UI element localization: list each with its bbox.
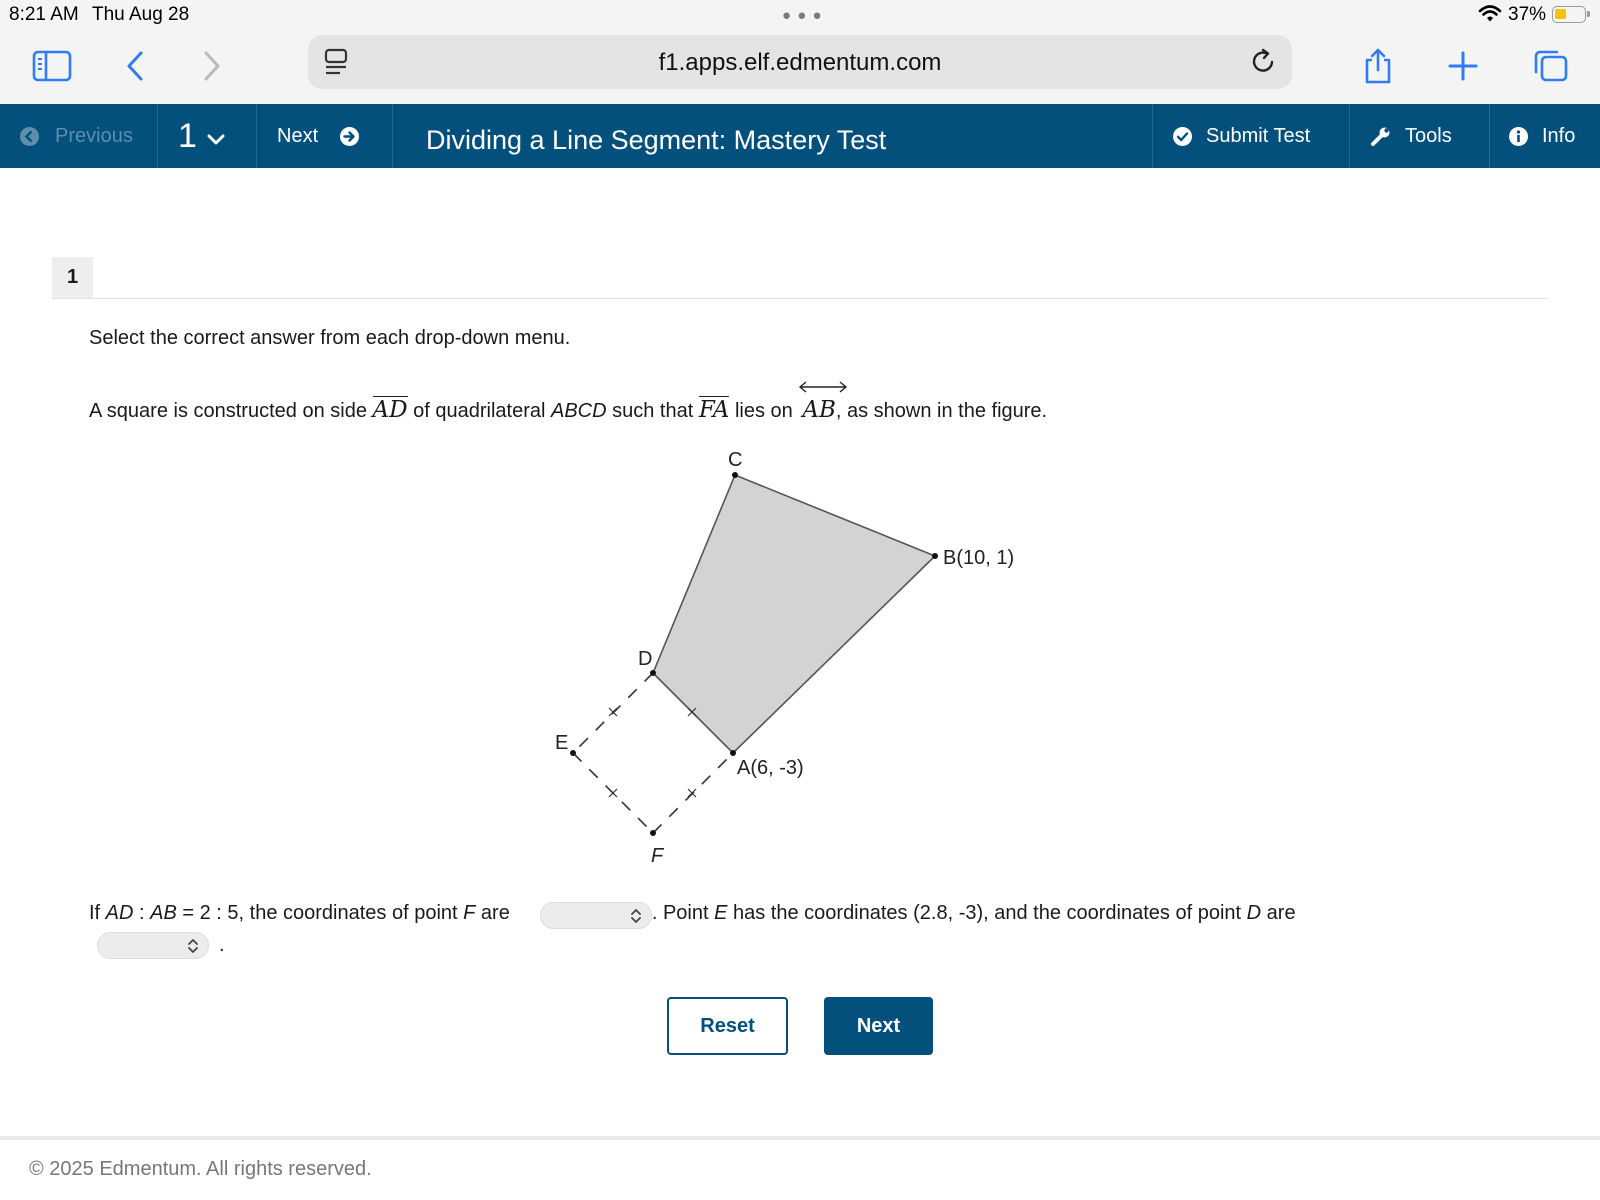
question-prompt <box>89 396 1047 423</box>
sentence-text: If <box>89 902 106 924</box>
line-ab-label <box>802 397 836 423</box>
point-f-coordinates-dropdown[interactable] <box>540 902 652 929</box>
var-e: E <box>714 902 728 924</box>
dashed-segment-de <box>573 673 653 753</box>
test-toolbar <box>0 104 1600 168</box>
question-selector-number: 1 <box>178 116 197 155</box>
tabs-overview-icon[interactable] <box>1529 44 1573 88</box>
reset-button[interactable]: Reset <box>667 997 788 1055</box>
figure-svg <box>520 440 1040 870</box>
sentence-text: : <box>133 902 151 924</box>
label-e: E <box>555 732 569 754</box>
sentence-end-period: . <box>219 934 225 956</box>
var-ad: AD <box>105 902 134 924</box>
info-icon <box>1509 127 1528 146</box>
previous-label: Previous <box>55 124 133 147</box>
status-date: Thu Aug 28 <box>92 4 190 25</box>
info-label: Info <box>1542 124 1576 147</box>
copyright-footer: © 2025 Edmentum. All rights reserved. <box>29 1158 372 1180</box>
label-b: B(10, 1) <box>943 547 1015 569</box>
point-c <box>732 472 738 478</box>
tick-mark <box>609 708 617 716</box>
tick-mark <box>688 789 696 797</box>
wifi-icon <box>1478 4 1502 29</box>
point-f <box>650 830 656 836</box>
address-bar[interactable] <box>308 35 1292 89</box>
question-selector[interactable] <box>178 104 256 168</box>
point-d-coordinates-dropdown[interactable] <box>97 932 209 959</box>
sidebar-toggle-icon[interactable] <box>30 44 74 88</box>
point-b <box>932 553 938 559</box>
check-circle-icon <box>1173 127 1192 146</box>
chevron-down-icon <box>207 134 225 146</box>
status-time: 8:21 AM <box>9 4 79 25</box>
reload-icon[interactable] <box>1250 48 1278 81</box>
tools-button[interactable] <box>1370 104 1490 168</box>
next-arrow-icon <box>340 127 359 146</box>
prompt-text: of quadrilateral <box>407 400 551 422</box>
question-sentence <box>89 902 1296 925</box>
submit-test-button[interactable] <box>1173 104 1353 168</box>
status-bar <box>0 0 1600 30</box>
var-d: D <box>1246 902 1262 924</box>
line-ab-text: AB <box>802 397 836 423</box>
forward-icon[interactable] <box>190 44 234 88</box>
share-icon[interactable] <box>1356 44 1400 88</box>
prompt-text: such that <box>606 400 699 422</box>
label-f: F <box>651 845 664 867</box>
label-c: C <box>728 449 743 471</box>
submit-test-label: Submit Test <box>1206 124 1311 147</box>
geometry-figure <box>520 440 1040 875</box>
point-a <box>730 750 736 756</box>
prompt-text: A square is constructed on side <box>89 400 373 422</box>
wrench-icon <box>1370 126 1391 147</box>
info-button[interactable] <box>1509 104 1597 168</box>
tick-mark <box>609 789 617 797</box>
toolbar-next-button[interactable] <box>277 104 389 168</box>
next-button[interactable]: Next <box>824 997 933 1055</box>
segment-ad-label: AD <box>372 397 408 423</box>
test-title-area <box>426 104 1126 168</box>
previous-button[interactable] <box>20 104 156 168</box>
sentence-text: . Point <box>651 902 715 924</box>
question-instructions: Select the correct answer from each drop-down menu. <box>89 327 571 349</box>
sentence-text: has the coordinates (2.8, -3), and the coordinates of point <box>727 902 1247 924</box>
dashed-segment-fa <box>653 753 733 833</box>
more-dots-icon[interactable]: ● ● ● <box>782 7 823 24</box>
point-e <box>570 750 576 756</box>
tools-label: Tools <box>1405 124 1452 147</box>
var-f: F <box>463 902 476 924</box>
sentence-text: = 2 : 5, the coordinates of point <box>176 902 464 924</box>
quadrilateral-abcd <box>653 475 935 753</box>
previous-arrow-icon <box>20 127 39 146</box>
prompt-text: , as shown in the figure. <box>835 400 1048 422</box>
toolbar-next-label: Next <box>277 124 319 147</box>
var-ab: AB <box>150 902 177 924</box>
sentence-text: are <box>475 902 510 924</box>
battery-icon <box>1552 6 1586 23</box>
footer-divider <box>0 1136 1600 1140</box>
select-chevron-icon <box>630 908 642 929</box>
label-d: D <box>638 648 653 670</box>
question-number-badge: 1 <box>52 257 93 298</box>
test-title: Dividing a Line Segment: Mastery Test <box>426 124 887 155</box>
new-tab-icon[interactable] <box>1441 44 1485 88</box>
double-arrow-icon <box>798 381 848 393</box>
back-icon[interactable] <box>113 44 157 88</box>
segment-fa-label: FA <box>698 397 730 423</box>
point-d <box>650 670 656 676</box>
question-divider <box>52 298 1548 299</box>
battery-percent: 37% <box>1508 4 1547 25</box>
url-text: f1.apps.elf.edmentum.com <box>658 49 942 76</box>
browser-toolbar <box>0 30 1600 104</box>
prompt-text: lies on <box>729 400 799 422</box>
sentence-text: are <box>1261 902 1296 924</box>
select-chevron-icon <box>187 938 199 959</box>
label-a: A(6, -3) <box>737 757 804 779</box>
quadrilateral-name: ABCD <box>550 400 607 422</box>
